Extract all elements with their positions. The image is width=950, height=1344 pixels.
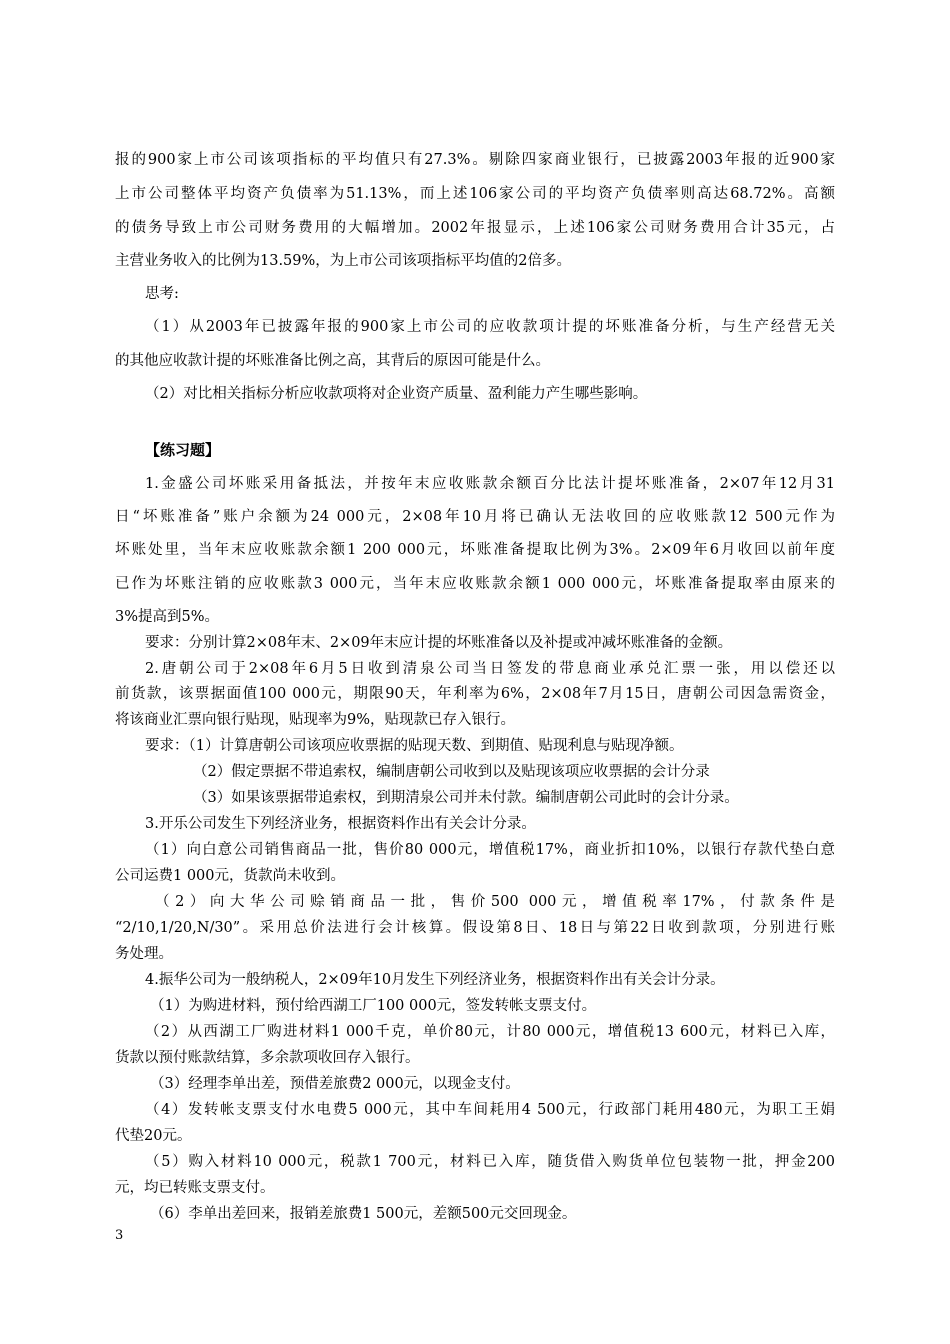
requirement-line: 要求：（1）计算唐朝公司该项应收票据的贴现天数、到期值、贴现利息与贴现净额。 xyxy=(145,738,684,754)
intro-line: 报的900家上市公司该项指标的平均值只有27.3%。剔除四家商业银行，已披露2003年报的近900家 xyxy=(115,152,835,168)
think-question-2: （2）对比相关指标分析应收款项将对企业资产质量、盈利能力产生哪些影响。 xyxy=(145,386,648,402)
exercise-line: 务处理。 xyxy=(115,946,173,962)
intro-line: 主营业务收入的比例为13.59%，为上市公司该项指标平均值的2倍多。 xyxy=(115,253,572,269)
exercise-line: （1）为购进材料，预付给西湖工厂100 000元，签发转帐支票支付。 xyxy=(150,998,597,1014)
requirement-line: 要求：分别计算2×08年末、2×09年末应计提的坏账准备以及补提或冲减坏账准备的金额。 xyxy=(145,635,733,651)
exercise-line: （4）发转帐支票支付水电费5 000元，其中车间耗用4 500元，行政部门耗用480元，为职工王娟 xyxy=(145,1102,835,1118)
exercise-line: （6）李单出差回来，报销差旅费1 500元，差额500元交回现金。 xyxy=(150,1206,577,1222)
exercise-line: 将该商业汇票向银行贴现，贴现率为9%，贴现款已存入银行。 xyxy=(115,712,516,728)
exercise-line: 前货款，该票据面值100 000元，期限90天，年利率为6%，2×08年7月15日，唐朝公司因急需资金， xyxy=(115,686,835,702)
exercise-line: 代垫20元。 xyxy=(115,1128,192,1144)
page-number: 3 xyxy=(115,1228,124,1243)
exercise-line: “2/10,1/20,N/30”。采用总价法进行会计核算。假设第8日、18日与第22日收到款项，分别进行账 xyxy=(115,920,835,936)
think-question-1-cont: 的其他应收款计提的坏账准备比例之高，其背后的原因可能是什么。 xyxy=(115,353,550,369)
exercise-line: 货款以预付账款结算，多余款项收回存入银行。 xyxy=(115,1050,420,1066)
exercise-line: （2）向大华公司赊销商品一批，售价500 000元，增值税率17%，付款条件是 xyxy=(155,894,835,910)
exercise-line: 已作为坏账注销的应收账款3 000元，当年末应收账款余额1 000 000元，坏账准备提取率由原来的 xyxy=(115,576,835,592)
exercise-line: 日“坏账准备”账户余额为24 000元，2×08年10月将已确认无法收回的应收账款12 500元作为 xyxy=(115,509,835,525)
exercise-line: 元，均已转账支票支付。 xyxy=(115,1180,275,1196)
exercise-line: （3）经理李单出差，预借差旅费2 000元，以现金支付。 xyxy=(150,1076,520,1092)
exercise-line: （1）向白意公司销售商品一批，售价80 000元，增值税17%，商业折扣10%，以银行存款代垫白意 xyxy=(145,842,835,858)
requirement-line: （2）假定票据不带追索权，编制唐朝公司收到以及贴现该项应收票据的会计分录 xyxy=(193,764,710,780)
think-label: 思考: xyxy=(145,286,179,302)
think-question-1: （1）从2003年已披露年报的900家上市公司的应收款项计提的坏账准备分析，与生产经营无关 xyxy=(145,319,835,335)
exercise-line: （2）从西湖工厂购进材料1 000千克，单价80元，计80 000元，增值税13 600元，材料已入库， xyxy=(145,1024,835,1040)
exercise-line: 3%提高到5%。 xyxy=(115,609,220,625)
intro-line: 的债务导致上市公司财务费用的大幅增加。2002年报显示，上述106家公司财务费用合计35元，占 xyxy=(115,220,835,236)
requirement-line: （3）如果该票据带追索权，到期清泉公司并未付款。编制唐朝公司此时的会计分录。 xyxy=(193,790,739,806)
exercise-line: 4.振华公司为一般纳税人，2×09年10月发生下列经济业务，根据资料作出有关会计分录。 xyxy=(145,972,725,988)
exercise-line: 1.金盛公司坏账采用备抵法，并按年末应收账款余额百分比法计提坏账准备，2×07年12月31 xyxy=(145,476,835,492)
exercise-line: 坏账处里，当年末应收账款余额1 200 000元，坏账准备提取比例为3%。2×09年6月收回以前年度 xyxy=(115,542,835,558)
exercise-line: 2.唐朝公司于2×08年6月5日收到清泉公司当日签发的带息商业承兑汇票一张，用以偿还以 xyxy=(145,661,835,677)
intro-line: 上市公司整体平均资产负债率为51.13%，而上述106家公司的平均资产负债率则高达68.72%。高额 xyxy=(115,186,835,202)
section-heading: 【练习题】 xyxy=(145,441,221,459)
exercise-line: 公司运费1 000元，货款尚未收到。 xyxy=(115,868,346,884)
exercise-line: （5）购入材料10 000元，税款1 700元，材料已入库，随货借入购货单位包装物一批，押金200 xyxy=(145,1154,835,1170)
exercise-line: 3.开乐公司发生下列经济业务，根据资料作出有关会计分录。 xyxy=(145,816,536,832)
